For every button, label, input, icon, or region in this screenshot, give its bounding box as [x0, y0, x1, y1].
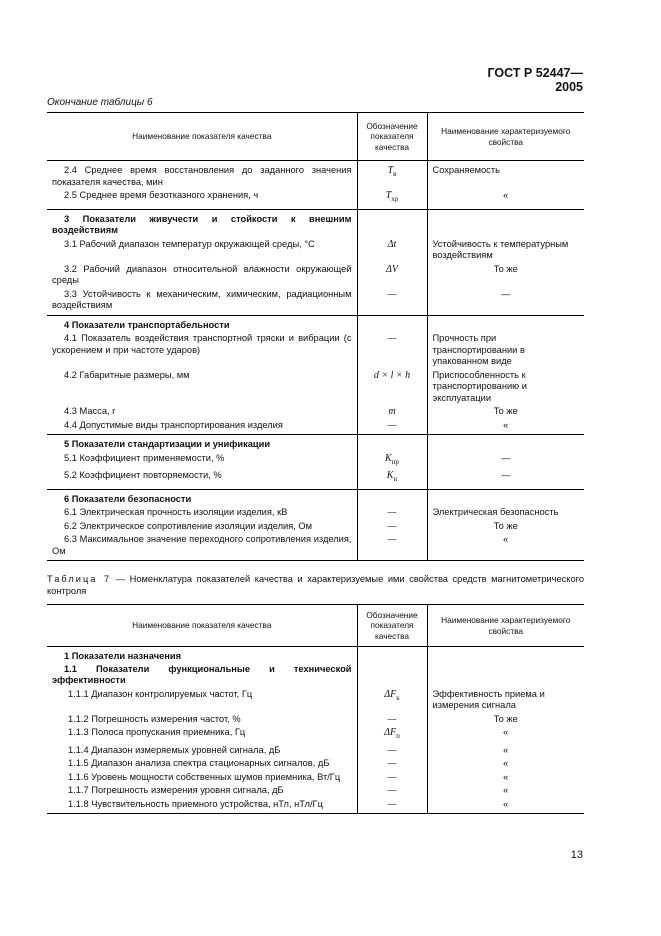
property-cell: Эффективность приема и измерения сигнала	[432, 688, 545, 710]
property-cell: «	[503, 534, 509, 544]
designation-cell	[357, 238, 427, 263]
property-cell	[427, 315, 584, 332]
designation-symbol: —	[387, 713, 397, 725]
property-cell: «	[503, 798, 509, 809]
indicator-name: 4.4 Допустимые виды транспортирования изделия	[64, 419, 283, 430]
designation-symbol: K	[386, 470, 394, 481]
table-row	[47, 784, 584, 798]
designation-symbol: —	[387, 771, 397, 783]
indicator-name: 4.1 Показатель воздействия транспортной тряски и вибрации (с ускорением и при частоте ударов)	[52, 333, 352, 355]
designation-symbol: —	[387, 288, 397, 300]
designation-cell	[357, 435, 427, 452]
table-row	[47, 713, 584, 727]
column-header-property: Наименование характеризуемого свойства	[427, 605, 584, 647]
indicator-name: 1.1.2 Погрешность измерения частот, %	[68, 713, 241, 724]
table-row	[47, 238, 584, 263]
designation-cell	[357, 315, 427, 332]
table-row	[47, 263, 584, 288]
table-row	[47, 771, 584, 785]
designation-cell	[357, 332, 427, 369]
section-row	[47, 647, 584, 664]
table-row	[47, 520, 584, 534]
designation-symbol: T	[387, 165, 394, 176]
indicator-name: 2.4 Среднее время восстановления до заданного значения показателя качества, мин	[52, 165, 352, 187]
section-row	[47, 209, 584, 238]
table-row	[47, 726, 584, 744]
indicator-name: 6.2 Электрическое сопротивление изоляции изделия, Ом	[64, 520, 313, 531]
indicator-name: 1.1.3 Полоса пропускания приемника, Гц	[68, 727, 246, 737]
designation-cell	[357, 533, 427, 561]
section-row	[47, 315, 584, 332]
indicator-name: 1.1.8 Чувствительность приемного устройства, нТл, нТл/Гц	[68, 798, 323, 809]
property-cell	[427, 664, 584, 688]
table-row	[47, 688, 584, 713]
designation-symbol: —	[387, 419, 397, 431]
designation-cell	[357, 452, 427, 470]
property-cell: «	[503, 419, 509, 430]
table-7-caption-lead: Таблица 7	[47, 574, 112, 584]
indicator-name: 4.2 Габаритные размеры, мм	[64, 369, 190, 380]
designation-symbol: —	[387, 798, 397, 810]
designation-subscript: к	[396, 693, 400, 702]
designation-cell	[357, 757, 427, 771]
table-row	[47, 744, 584, 758]
section-title: 4 Показатели транспортабельности	[64, 319, 230, 330]
property-cell: Электрическая безопасность	[432, 507, 559, 517]
designation-cell	[357, 798, 427, 814]
indicator-name: 1.1.1 Диапазон контролируемых частот, Гц	[68, 688, 253, 699]
property-cell: То же	[493, 520, 518, 531]
property-cell	[427, 489, 584, 506]
designation-symbol: ΔV	[386, 263, 398, 275]
property-cell	[427, 435, 584, 452]
designation-cell	[357, 489, 427, 506]
designation-symbol: K	[385, 452, 392, 464]
property-cell	[427, 209, 584, 238]
indicator-name: 3.3 Устойчивость к механическим, химическим, радиационным воздействиям	[52, 288, 352, 310]
designation-cell	[357, 713, 427, 727]
designation-cell	[357, 288, 427, 316]
table-row-group	[47, 209, 584, 315]
property-cell: «	[503, 771, 509, 782]
designation-cell	[357, 405, 427, 419]
property-cell: «	[503, 744, 509, 755]
indicator-name: 1.1.4 Диапазон измеряемых уровней сигнала, дБ	[68, 744, 281, 755]
designation-cell	[357, 520, 427, 534]
table-7-caption	[47, 574, 584, 597]
indicator-name: 6.3 Максимальное значение переходного сопротивления изделия, Ом	[52, 534, 352, 556]
property-cell: —	[501, 288, 511, 299]
table-row	[47, 798, 584, 814]
indicator-name: 3.1 Рабочий диапазон температур окружающей среды, °С	[64, 238, 315, 249]
table-row	[47, 288, 584, 316]
property-cell	[427, 647, 584, 664]
designation-subscript: в	[393, 170, 397, 178]
property-cell: «	[503, 785, 509, 795]
property-cell: То же	[493, 713, 518, 724]
designation-cell	[357, 161, 427, 190]
indicator-name: 1.1.5 Диапазон анализа спектра стационарных сигналов, дБ	[68, 758, 330, 768]
subsection-row	[47, 664, 584, 688]
table-row-group	[47, 161, 584, 210]
quality-indicators-table-6	[47, 112, 584, 561]
table-row	[47, 332, 584, 369]
property-cell: Приспособленность к транспортированию и эксплуатации	[432, 369, 527, 403]
designation-symbol: ΔF	[384, 688, 397, 700]
column-header-indicator-name: Наименование показателя качества	[47, 605, 357, 647]
designation-cell	[357, 664, 427, 688]
table-row-group	[47, 489, 584, 561]
indicator-name: 2.5 Среднее время безотказного хранения, ч	[64, 190, 259, 200]
indicator-name: 1.1.6 Уровень мощности собственных шумов приемника, Вт/Гц	[68, 771, 341, 782]
quality-indicators-table-7	[47, 604, 584, 814]
property-cell: Прочность при транспортировании в упакованном виде	[432, 333, 525, 366]
table-continuation-caption: Окончание таблицы 6	[47, 97, 153, 108]
table-row	[47, 757, 584, 771]
indicator-name: 3.2 Рабочий диапазон относительной влажности окружающей среды	[52, 263, 352, 285]
designation-subscript: п	[393, 475, 398, 483]
designation-symbol: ΔF	[384, 727, 397, 738]
indicator-name: 5.2 Коэффициент повторяемости, %	[64, 470, 222, 480]
column-header-designation: Обозначение показателя качества	[357, 113, 427, 161]
designation-cell	[357, 726, 427, 744]
table-row	[47, 405, 584, 419]
column-header-property: Наименование характеризуемого свойства	[427, 113, 584, 161]
section-row	[47, 435, 584, 452]
table-row	[47, 369, 584, 406]
indicator-name: 1.1.7 Погрешность измерения уровня сигнала, дБ	[68, 785, 284, 795]
designation-cell	[357, 263, 427, 288]
designation-cell	[357, 688, 427, 713]
designation-symbol: —	[387, 758, 397, 769]
column-header-designation: Обозначение показателя качества	[357, 605, 427, 647]
designation-symbol: —	[387, 333, 397, 344]
page-number: 13	[570, 849, 583, 861]
designation-symbol: Δt	[387, 238, 397, 250]
subsection-row-title: 1.1 Показатели функциональные и технической эффективности	[52, 663, 352, 685]
indicator-name: 4.3 Масса, г	[64, 406, 116, 416]
designation-symbol: T	[385, 190, 392, 201]
table-row	[47, 469, 584, 489]
designation-symbol: —	[387, 507, 397, 518]
section-row-title: 1 Показатели назначения	[64, 651, 182, 661]
designation-symbol: —	[387, 534, 397, 545]
table-row	[47, 533, 584, 561]
property-cell: «	[503, 190, 509, 200]
section-title: 5 Показатели стандартизации и унификации	[64, 439, 271, 449]
designation-cell	[357, 419, 427, 435]
table-row	[47, 506, 584, 520]
designation-symbol: d × l × h	[373, 369, 411, 381]
designation-cell	[357, 469, 427, 489]
designation-cell	[357, 209, 427, 238]
designation-subscript: хр	[391, 195, 399, 203]
property-cell: То же	[493, 406, 518, 416]
property-cell: То же	[493, 263, 518, 274]
designation-subscript: пр	[391, 457, 399, 466]
designation-cell	[357, 189, 427, 209]
section-row	[47, 489, 584, 506]
designation-symbol: —	[387, 744, 397, 756]
designation-cell	[357, 784, 427, 798]
designation-cell	[357, 744, 427, 758]
table-row	[47, 419, 584, 435]
column-header-indicator-name: Наименование показателя качества	[47, 113, 357, 161]
table-row-group	[47, 315, 584, 435]
designation-cell	[357, 506, 427, 520]
table-row	[47, 161, 584, 190]
table-7-caption-text: — Номенклатура показателей качества и характеризуемые ими свойства средств магнитометрического контроля	[47, 574, 584, 596]
property-cell: —	[501, 470, 511, 480]
designation-cell	[357, 647, 427, 664]
section-title: 6 Показатели безопасности	[64, 493, 192, 504]
property-cell: —	[501, 452, 511, 463]
designation-cell	[357, 771, 427, 785]
document-code: ГОСТ Р 52447—2005	[487, 66, 583, 94]
property-cell: Устойчивость к температурным воздействиям	[432, 238, 569, 260]
indicator-name: 5.1 Коэффициент применяемости, %	[64, 452, 225, 463]
designation-symbol: —	[387, 785, 397, 796]
section-title: 3 Показатели живучести и стойкости к внешним воздействиям	[52, 213, 352, 235]
property-cell: «	[503, 727, 509, 737]
property-cell: Сохраняемость	[432, 165, 500, 175]
property-cell: «	[503, 758, 509, 768]
designation-subscript: п	[396, 732, 400, 740]
designation-symbol: —	[387, 520, 397, 532]
designation-symbol: m	[388, 406, 396, 417]
designation-cell	[357, 369, 427, 406]
table-row	[47, 452, 584, 470]
table-row-group	[47, 435, 584, 490]
indicator-name: 6.1 Электрическая прочность изоляции изделия, кВ	[64, 507, 288, 517]
table-row	[47, 189, 584, 209]
